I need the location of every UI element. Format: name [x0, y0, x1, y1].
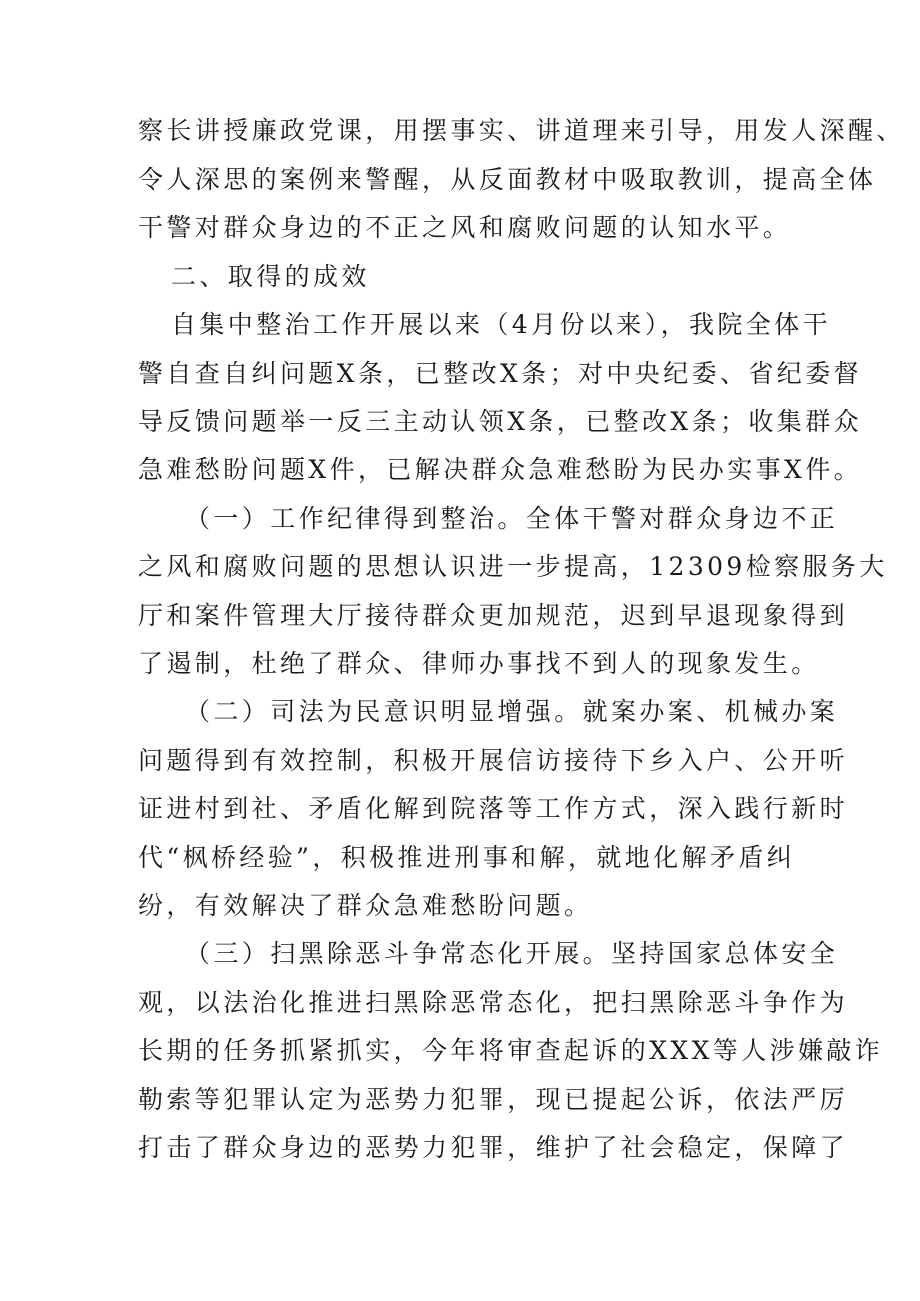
- text-line: 观，以法治化推进扫黑除恶常态化，把扫黑除恶斗争作为: [138, 988, 849, 1017]
- text-line: 自集中整治工作开展以来（4月份以来），我院全体干: [171, 310, 832, 339]
- text-line: 长期的任务抓紧抓实，今年将审查起诉的XXX等人涉嫌敲诈: [138, 1036, 884, 1065]
- text-line: 打击了群众身边的恶势力犯罪，维护了社会稳定，保障了: [138, 1133, 849, 1162]
- text-line: 令人深思的案例来警醒，从反面教材中吸取教训，提高全体: [138, 165, 877, 194]
- text-line: 纷，有效解决了群众急难愁盼问题。: [138, 891, 593, 920]
- text-line: 厅和案件管理大厅接待群众更加规范，迟到早退现象得到: [138, 601, 849, 630]
- text-line: 问题得到有效控制，积极开展信访接待下乡入户、公开听: [138, 746, 849, 775]
- text-line: 警自查自纠问题X条，已整改X条；对中央纪委、省纪委督: [138, 359, 862, 388]
- text-line: 证进村到社、矛盾化解到院落等工作方式，深入践行新时: [138, 794, 849, 823]
- text-line: 勒索等犯罪认定为恶势力犯罪，现已提起公诉，依法严厉: [138, 1085, 849, 1114]
- text-line: 导反馈问题举一反三主动认领X条，已整改X条；收集群众: [138, 407, 862, 436]
- text-line: 干警对群众身边的不正之风和腐败问题的认知水平。: [138, 213, 792, 242]
- text-line: 察长讲授廉政党课，用摆事实、讲道理来引导，用发人深醒、: [138, 116, 905, 145]
- text-line: 之风和腐败问题的思想认识进一步提高，12309检察服务大: [138, 552, 888, 581]
- section-heading: 二、取得的成效: [171, 262, 370, 291]
- text-line: 急难愁盼问题X件，已解决群众急难愁盼为民办实事X件。: [138, 455, 862, 484]
- subsection-line: （二）司法为民意识明显增强。就案办案、机械办案: [185, 697, 839, 726]
- text-line: 了遏制，杜绝了群众、律师办事找不到人的现象发生。: [138, 649, 820, 678]
- subsection-line: （三）扫黑除恶斗争常态化开展。坚持国家总体安全: [185, 939, 839, 968]
- subsection-line: （一）工作纪律得到整治。全体干警对群众身边不正: [185, 504, 839, 533]
- text-line: 代“枫桥经验”，积极推进刑事和解，就地化解矛盾纠: [138, 843, 796, 872]
